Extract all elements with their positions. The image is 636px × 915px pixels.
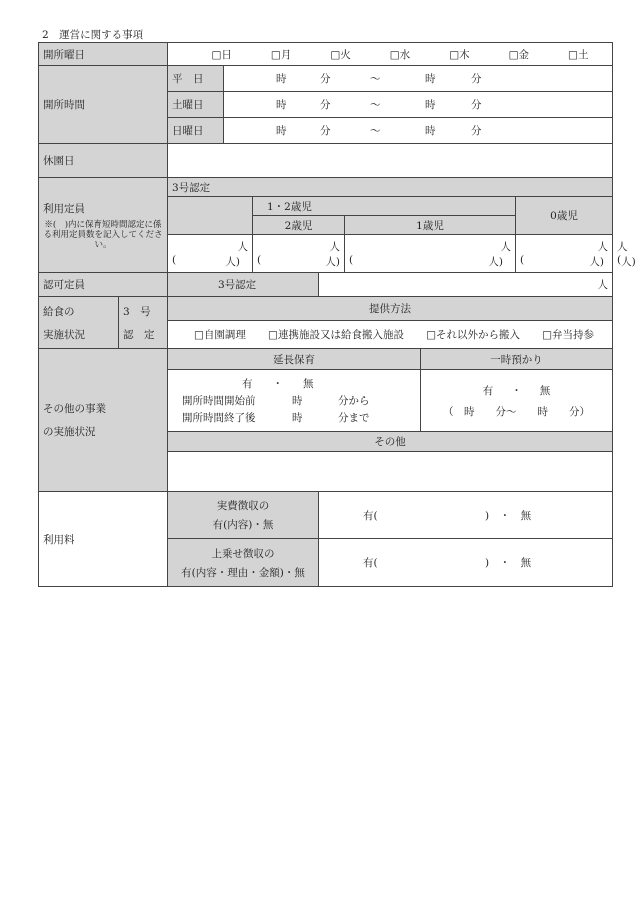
day-checkbox-mon[interactable]: □月 — [270, 48, 292, 61]
closed-days-label — [39, 144, 168, 178]
paren-unit: 人) — [589, 255, 605, 268]
capacity-note: ※( )内に保育短時間認定に係る利用定員数を記入してください。 — [43, 219, 163, 250]
paren-open: ( — [520, 253, 525, 266]
fees-label — [39, 492, 168, 587]
yes-open: 有( — [363, 557, 378, 569]
other-services-label-line1: その他の事業 — [43, 403, 106, 415]
closed-days-input[interactable] — [168, 144, 613, 178]
age-0-header: 0歳児 — [516, 197, 613, 235]
dot: ・ — [272, 378, 283, 390]
actual-cost-line2: 有(内容)・無 — [212, 519, 274, 531]
closed-days-label-text: 休園日 — [43, 155, 75, 167]
close-dot-no: ) ・ 無 — [485, 509, 532, 522]
meals-label-line2: 実施状況 — [43, 328, 85, 341]
day-checkbox-fri[interactable]: □金 — [508, 48, 530, 61]
tilde: ～ — [370, 73, 381, 85]
temporary-care-hours: （ 時 分～ 時 分） — [443, 405, 590, 418]
open-days-label-text: 開所曜日 — [43, 48, 85, 61]
day-checkbox-wed[interactable]: □水 — [389, 48, 411, 61]
from-label: 分から — [338, 395, 370, 407]
paren-open: ( — [172, 253, 177, 266]
open-days-options — [168, 43, 613, 66]
meal-option-packed-lunch[interactable]: □弁当持参 — [542, 329, 595, 341]
minute-label: 分 — [471, 73, 482, 85]
after-close-label: 開所時間終了後 — [182, 412, 256, 424]
meal-option-partner[interactable]: □連携施設又は給食搬入施設 — [268, 329, 404, 341]
minute-label: 分 — [471, 99, 482, 111]
minute-label: 分 — [320, 99, 331, 111]
unit: 人 — [597, 279, 609, 291]
unit: 人 — [237, 240, 248, 253]
capacity-total-cell[interactable] — [168, 235, 253, 273]
weekday-hours[interactable] — [224, 66, 613, 92]
paren-open: ( — [617, 253, 622, 266]
meal-option-other-delivery[interactable]: □それ以外から搬入 — [426, 329, 520, 341]
actual-cost-input[interactable] — [319, 492, 613, 539]
minute-label: 分 — [471, 125, 482, 137]
hour-label: 時 — [425, 99, 436, 111]
yes-option[interactable]: 有 — [482, 384, 494, 397]
saturday-label: 土曜日 — [168, 92, 224, 118]
saturday-hours[interactable] — [224, 92, 613, 118]
unit: 人 — [329, 240, 340, 253]
actual-cost-line1: 実費徴収の — [216, 500, 270, 512]
extended-care-header: 延長保育 — [168, 349, 421, 370]
day-checkbox-sun[interactable]: □日 — [211, 48, 232, 61]
before-open-label: 開所時間開始前 — [182, 395, 256, 407]
other-services-label — [39, 349, 168, 492]
age-1-header: 1歳児 — [345, 216, 516, 235]
yes-option[interactable]: 有 — [242, 378, 253, 390]
sunday-label: 日曜日 — [168, 118, 224, 144]
age-2-header: 2歳児 — [253, 216, 345, 235]
day-checkbox-sat[interactable]: □土 — [568, 48, 589, 61]
hour-label: 時 — [425, 125, 436, 137]
yes-open: 有( — [363, 509, 378, 522]
unit: 人 — [500, 240, 511, 253]
approved-capacity-input[interactable] — [319, 273, 613, 297]
capacity-age12-cell[interactable] — [253, 235, 345, 273]
day-checkbox-tue[interactable]: □火 — [330, 48, 351, 61]
dot: ・ — [511, 384, 522, 397]
meals-cert-line1: 3 号 — [123, 305, 151, 318]
day-checkbox-thu[interactable]: □木 — [449, 48, 470, 61]
capacity-cert3: 3号認定 — [168, 178, 613, 197]
minute-label: 分 — [320, 73, 331, 85]
approved-capacity-label — [39, 273, 168, 297]
age-12-header: 1・2歳児 — [253, 197, 516, 216]
hour-label: 時 — [425, 73, 436, 85]
fees-label-text: 利用料 — [43, 533, 75, 546]
other-header: その他 — [168, 432, 613, 452]
minute-label: 分 — [320, 125, 331, 137]
paren-open: ( — [257, 253, 262, 266]
other-services-label-line2: の実施状況 — [43, 426, 96, 438]
open-hours-label-text: 開所時間 — [43, 99, 85, 111]
paren-unit: 人) — [325, 255, 340, 268]
meals-method-header: 提供方法 — [168, 297, 613, 321]
paren-unit: 人) — [225, 255, 240, 268]
unit: 人 — [597, 240, 609, 253]
surcharge-line1: 上乗せ徴収の — [211, 547, 275, 560]
paren-open: ( — [349, 253, 354, 266]
open-hours-label — [39, 66, 168, 144]
approved-cert3: 3号認定 — [168, 273, 319, 297]
temporary-care-header: 一時預かり — [421, 349, 613, 370]
close-dot-no: ) ・ 無 — [485, 557, 532, 569]
meals-label-line1: 給食の — [43, 305, 75, 318]
until-label: 分まで — [338, 412, 370, 424]
other-services-input[interactable] — [168, 452, 613, 492]
meals-cert-line2: 認 定 — [123, 328, 155, 341]
extended-care-body[interactable] — [168, 370, 421, 432]
capacity-age2-cell[interactable] — [345, 235, 516, 273]
no-option[interactable]: 無 — [539, 384, 551, 397]
surcharge-label — [168, 539, 319, 587]
hour-label: 時 — [276, 73, 287, 85]
tilde: ～ — [370, 99, 381, 111]
operations-form: 開所曜日 □日 □月 □火 □水 □木 □金 □土 開所時間 平 日 時 分 ～ 時 分 土曜日 時 分 ～ 時 分 日曜日 時 分 ～ 時 分 休園日 利用定員 ※( )内に保育短時間認定に係る利用定員数を記入してください。 3号認定 1・2歳児 0歳児 2歳児 1歳児 人 ( 人) 人 ( 人) 人 ( 人) 人 ( 人) 人 ( 人) 認可定員 3号認定 人 給食の 実施状況 3 号 認 定 提供方法 □自園調理 □連携施設又は給食搬入施設 □それ以外から搬入 □弁当持参 その他の事業 の実施状況 延長保育 一時預かり 有 ・ 無 開所時間開始前 時 分から 開所時間終了後 時 分まで 有 ・ 無 （ 時 分～ 時 分） その他 利用料 実費徴収の 有(内容)・無 有( ) ・ 無 上乗せ徴収の 有(内容・理由・金額)・無 有( ) ・ 無 — [38, 42, 613, 587]
hour-label: 時 — [292, 395, 303, 407]
meals-method-options — [168, 321, 613, 349]
section-heading: 2 運営に関する事項 — [42, 29, 144, 41]
tilde: ～ — [370, 125, 381, 137]
hour-label: 時 — [276, 99, 287, 111]
capacity-age1-cell[interactable] — [516, 235, 613, 273]
paren-unit: 人) — [621, 255, 636, 268]
weekday-label: 平 日 — [168, 66, 224, 92]
no-option[interactable]: 無 — [303, 378, 314, 390]
hour-label: 時 — [276, 125, 287, 137]
capacity-label — [39, 178, 168, 273]
open-days-label — [39, 43, 168, 66]
actual-cost-label — [168, 492, 319, 539]
meals-label — [39, 297, 119, 349]
meals-cert-label — [119, 297, 168, 349]
capacity-label-text: 利用定員 — [43, 202, 85, 215]
temporary-care-body[interactable] — [421, 370, 613, 432]
meal-option-self-cooked[interactable]: □自園調理 — [194, 329, 246, 341]
approved-capacity-label-text: 認可定員 — [43, 279, 85, 291]
capacity-blank — [168, 197, 253, 235]
hour-label: 時 — [292, 412, 303, 424]
sunday-hours[interactable] — [224, 118, 613, 144]
paren-unit: 人) — [488, 255, 503, 268]
surcharge-input[interactable] — [319, 539, 613, 587]
surcharge-line2: 有(内容・理由・金額)・無 — [181, 566, 305, 579]
